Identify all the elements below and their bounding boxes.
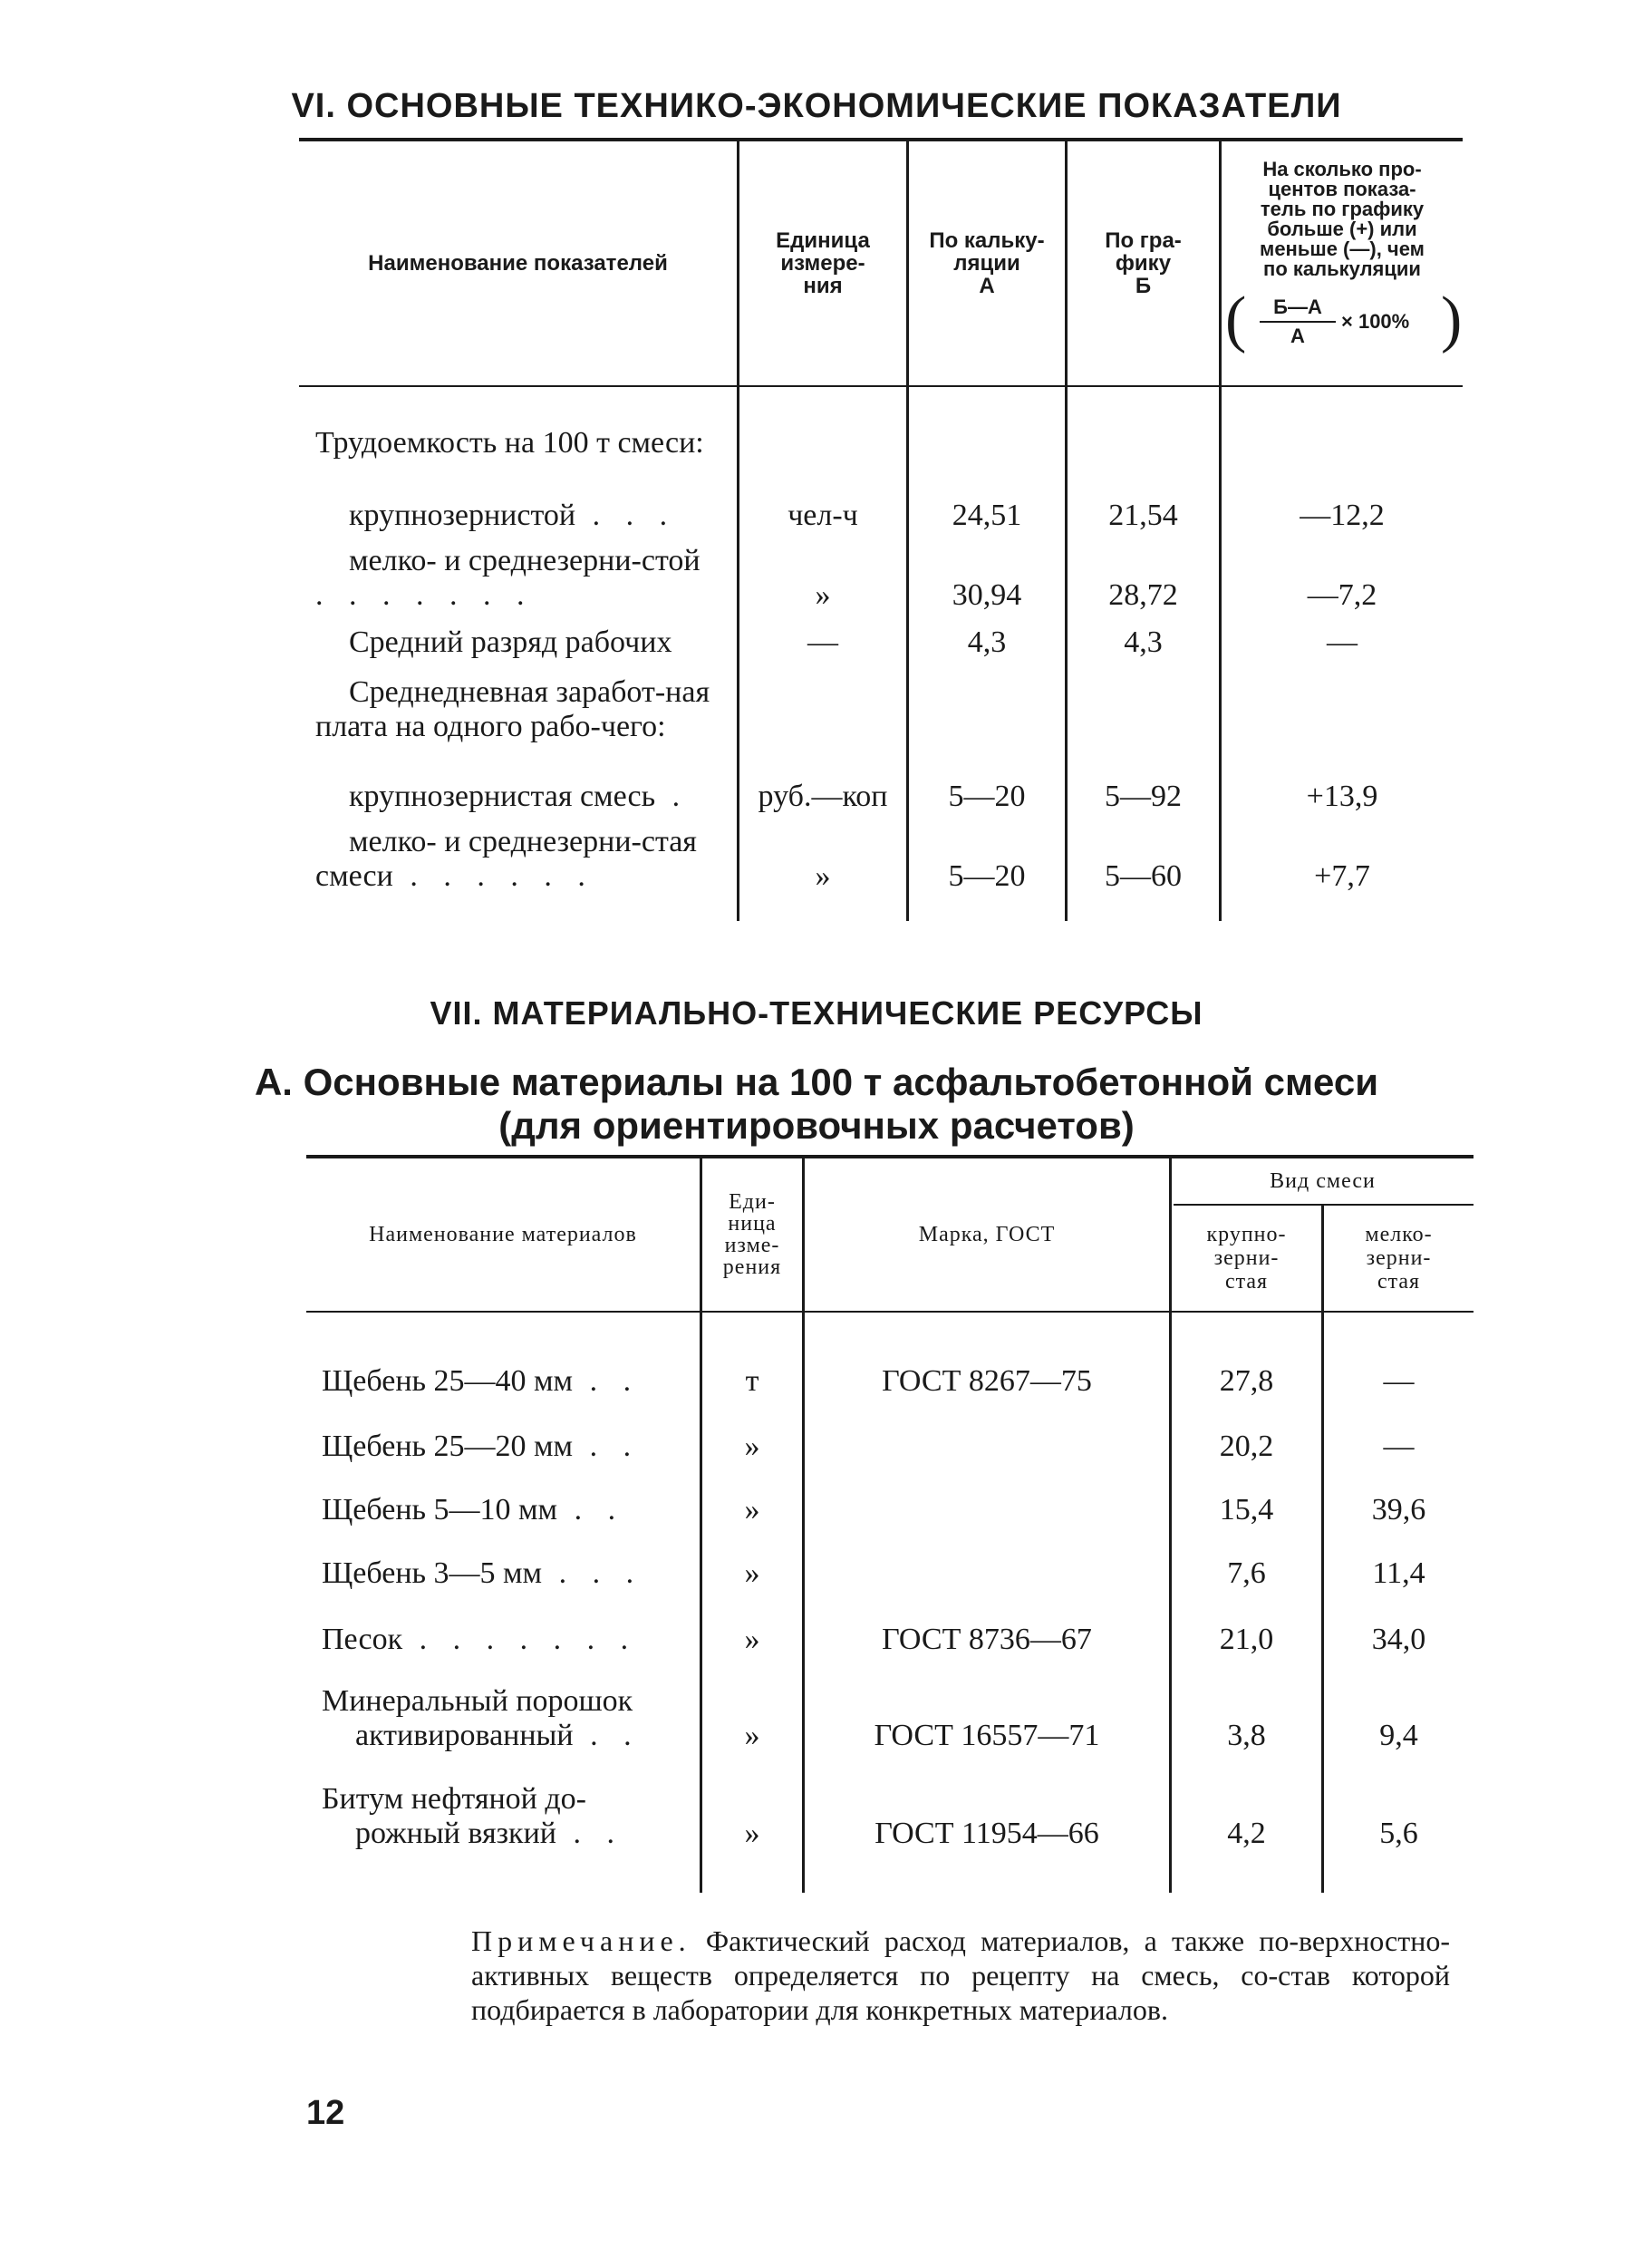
table2-row-name: Щебень 3—5 мм . . . xyxy=(322,1556,643,1590)
table2-row-grade: ГОСТ 8736—67 xyxy=(882,1623,1092,1656)
table2-note xyxy=(471,1924,1450,2027)
table1-row-percent: —12,2 xyxy=(1300,499,1385,532)
table1-row-unit: — xyxy=(807,625,838,659)
table1-row-percent: +13,9 xyxy=(1306,780,1378,813)
table2-row-coarse: 4,2 xyxy=(1227,1817,1266,1850)
table2-row-coarse: 3,8 xyxy=(1227,1719,1266,1752)
table2-row-coarse: 20,2 xyxy=(1219,1430,1274,1463)
table2-row-fine: — xyxy=(1383,1430,1415,1463)
table1-row-percent: — xyxy=(1327,625,1358,659)
table2-row-grade: ГОСТ 16557—71 xyxy=(874,1719,1100,1752)
formula-numerator: Б—А xyxy=(1273,296,1322,318)
table2-row-name: Щебень 25—20 мм . . xyxy=(322,1430,641,1463)
table1-row-unit: чел-ч xyxy=(788,499,858,532)
table2-row-unit: » xyxy=(744,1623,760,1656)
section-7-title: VII. МАТЕРИАЛЬНО-ТЕХНИЧЕСКИЕ РЕСУРСЫ xyxy=(430,994,1203,1032)
formula-fraction-bar xyxy=(1260,321,1336,323)
table1-row-unit: руб.—коп xyxy=(758,780,888,813)
table1-row-name: мелко- и среднезерни-стая смеси . . . . . . xyxy=(315,825,697,893)
table1-row-name: крупнозернистая смесь . xyxy=(349,780,690,813)
formula-close-paren: ) xyxy=(1441,285,1463,354)
table2-row-fine: 11,4 xyxy=(1372,1556,1425,1590)
table2-header-grade: Марка, ГОСТ xyxy=(918,1222,1056,1246)
table2-row-unit: » xyxy=(744,1817,760,1850)
table1-row-sched: 5—60 xyxy=(1105,859,1182,893)
table1-header-percent: На сколько про- центов показа- тель по графику больше (+) или меньше (—), чем по калькуляции xyxy=(1260,158,1425,280)
table2-row-fine: 5,6 xyxy=(1379,1817,1418,1850)
table1-header-calc: По кальку- ляции А xyxy=(929,228,1045,298)
table2-header-rule xyxy=(306,1311,1474,1313)
table2-row-fine: 34,0 xyxy=(1371,1623,1426,1656)
note-label: Примечание. xyxy=(471,1924,691,1957)
table2-row-name: Битум нефтяной до- рожный вязкий . . xyxy=(322,1782,623,1850)
section-7-subtitle: А. Основные материалы на 100 т асфальтобетонной смеси (для ориентировочных расчетов) xyxy=(254,1061,1379,1147)
table2-row-coarse: 7,6 xyxy=(1227,1556,1266,1590)
table1-row-sched: 21,54 xyxy=(1108,499,1178,532)
table1-row-calc: 5—20 xyxy=(948,780,1026,813)
table2-row-name: Песок . . . . . . . xyxy=(322,1623,638,1656)
table2-row-unit: » xyxy=(744,1719,760,1752)
table1-row-name: Средний разряд рабочих xyxy=(349,625,672,659)
formula-multiplier: × 100% xyxy=(1341,310,1410,333)
page-number: 12 xyxy=(306,2094,345,2132)
table2-row-grade: ГОСТ 8267—75 xyxy=(882,1364,1092,1398)
table1-header-formula xyxy=(1225,285,1463,361)
table1-row-calc: 4,3 xyxy=(967,625,1007,659)
table2-header-fine: мелко- зерни- стая xyxy=(1365,1223,1433,1294)
table1-row-sched: 5—92 xyxy=(1105,780,1182,813)
formula-denominator: А xyxy=(1290,325,1305,347)
table1-row-sched: 4,3 xyxy=(1124,625,1163,659)
section-6-title: VI. ОСНОВНЫЕ ТЕХНИКО-ЭКОНОМИЧЕСКИЕ ПОКАЗАТЕЛИ xyxy=(291,87,1342,125)
table1-row-unit: » xyxy=(815,859,831,893)
table2-row-name: Минеральный порошок активированный . . xyxy=(322,1684,641,1752)
table2-row-unit: » xyxy=(744,1556,760,1590)
table2-row-unit: т xyxy=(745,1364,759,1398)
table2-row-unit: » xyxy=(744,1493,760,1527)
table1-row-name: Среднедневная заработ-ная плата на одного рабо-чего: xyxy=(315,675,710,743)
table1-header-sched: По гра- фику Б xyxy=(1105,228,1182,298)
table1-header-name: Наименование показателей xyxy=(368,250,668,276)
table2-header-mix-type: Вид смеси xyxy=(1270,1169,1376,1193)
table2-row-coarse: 15,4 xyxy=(1219,1493,1274,1527)
table1-row-percent: —7,2 xyxy=(1307,578,1377,612)
table1-row-name: Трудоемкость на 100 т смеси: xyxy=(315,426,704,460)
formula-open-paren: ( xyxy=(1225,285,1247,354)
table2-row-coarse: 21,0 xyxy=(1219,1623,1274,1656)
table1-row-unit: » xyxy=(815,578,831,612)
table2-row-name: Щебень 25—40 мм . . xyxy=(322,1364,641,1398)
table2-row-unit: » xyxy=(744,1430,760,1463)
table2-header-coarse: крупно- зерни- стая xyxy=(1206,1223,1287,1294)
table1-row-percent: +7,7 xyxy=(1314,859,1370,893)
table2-row-fine: 9,4 xyxy=(1379,1719,1418,1752)
table2-row-coarse: 27,8 xyxy=(1219,1364,1274,1398)
table1-row-name: крупнозернистой . . . xyxy=(349,499,677,532)
table2-header-name: Наименование материалов xyxy=(369,1222,637,1246)
table2-row-grade: ГОСТ 11954—66 xyxy=(874,1817,1099,1850)
table1-row-calc: 5—20 xyxy=(948,859,1026,893)
note-text: Фактический расход материалов, а также по-верхностно-активных веществ определяется по рецепту на смесь, со-став которой подбирается в лаборатории для конкретных материалов. xyxy=(471,1924,1450,2026)
table1-row-sched: 28,72 xyxy=(1108,578,1178,612)
table1-row-calc: 24,51 xyxy=(952,499,1022,532)
table1-header-rule xyxy=(299,385,1463,387)
table2-row-fine: — xyxy=(1383,1364,1415,1398)
table2-header-unit: Еди- ница изме- рения xyxy=(722,1189,782,1279)
table1-row-calc: 30,94 xyxy=(952,578,1022,612)
table1-header-unit: Единица измере- ния xyxy=(776,228,870,298)
table2-row-fine: 39,6 xyxy=(1371,1493,1426,1527)
table1-row-name: мелко- и среднезерни-стой . . . . . . . xyxy=(315,544,701,612)
table2-row-name: Щебень 5—10 мм . . xyxy=(322,1493,625,1527)
